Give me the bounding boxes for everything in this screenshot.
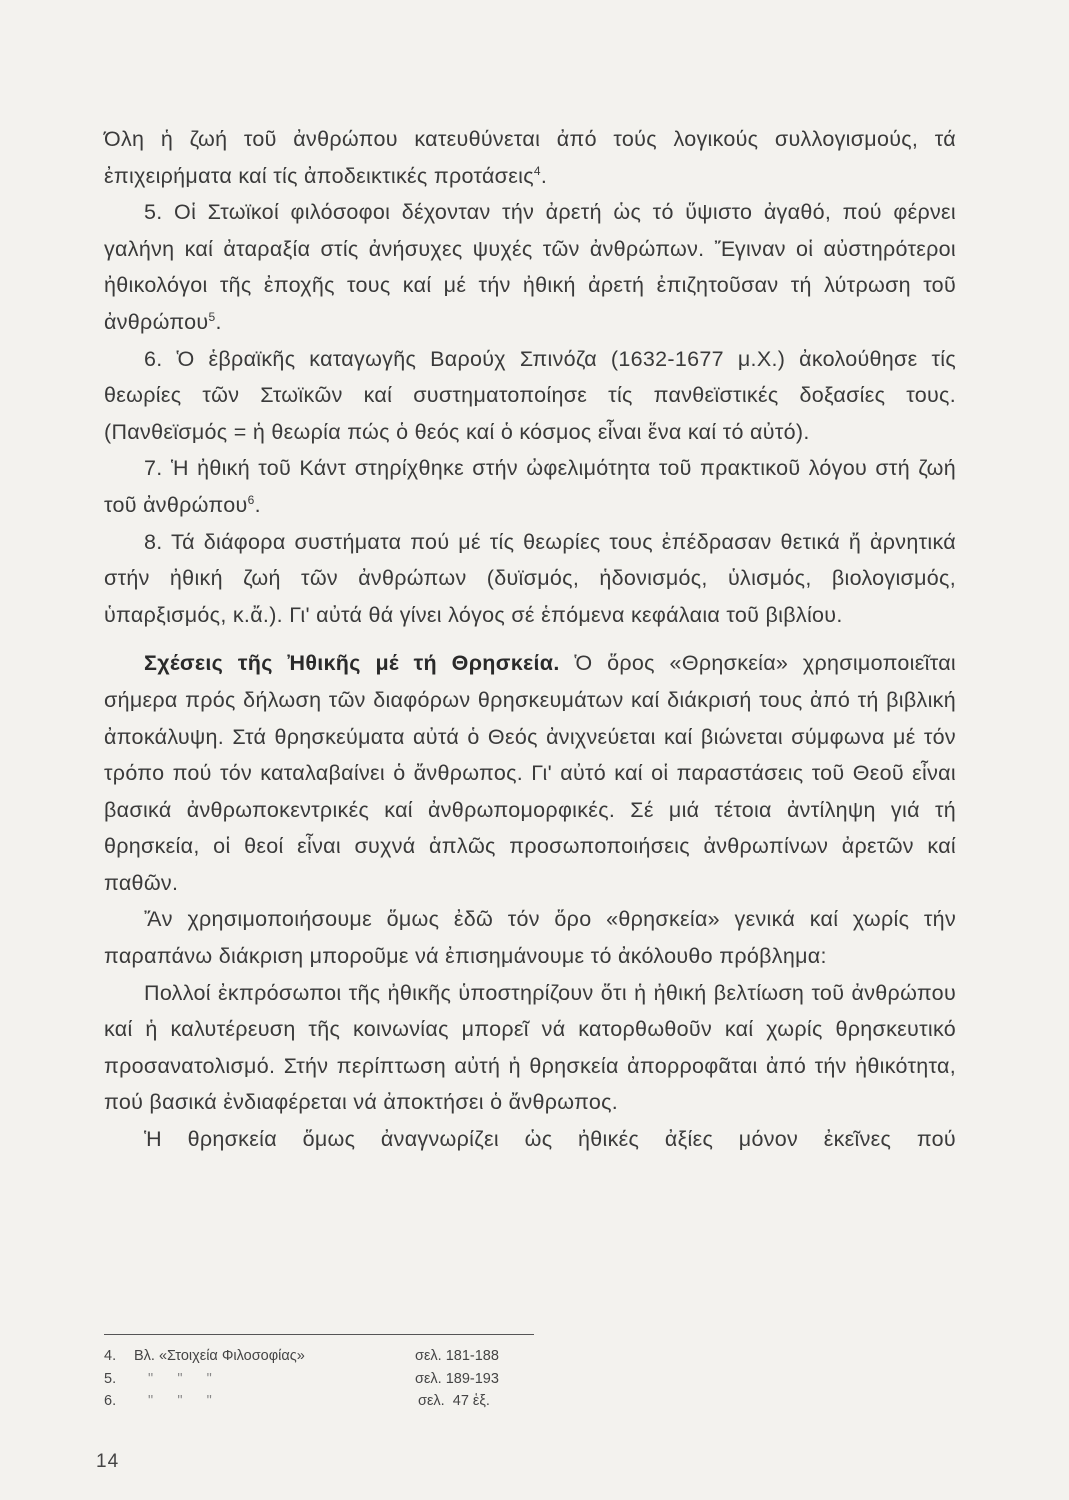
section-body: Ὁ ὅρος «Θρησκεία» χρησιμοποιεῖται σήμερα πρός δήλωση τῶν διαφόρων θρησκευμάτων καί διάκρισή τους ἀπό τή βιβλική ἀποκάλυψη. Στά θρησκεύματα αὐτά ὁ Θεός ἀνιχνεύεται καί βιώνεται σύμφωνα μέ τόν τρόπο πού τόν καταλαβαίνει ὁ ἄνθρωπος. Γι' αὐτό καί οἱ παραστάσεις τοῦ Θεοῦ εἶναι βασικά ἀνθρωποκεντρικές καί ἀνθρωπομορφικές. Σέ μιά τέτοια ἀντίληψη γιά τή θρησκεία, οἱ θεοί εἶναι συχνά ἁπλῶς προσωποποιήσεις ἀνθρωπίνων ἀρετῶν καί παθῶν. — [104, 651, 956, 895]
paragraph-text: 8. Τά διάφορα συστήματα πού μέ τίς θεωρίες τους ἐπέδρασαν θετικά ἤ ἀρνητικά στήν ἠθική ζωή τῶν ἀνθρώπων (δυϊσμός, ἡδονισμός, ὑλισμός, βιολογισμός, ὑπαρξισμός, κ.ἄ.). Γι' αὐτά θά γίνει λόγος σέ ἑπόμενα κεφάλαια τοῦ βιβλίου. — [104, 529, 956, 627]
footnote-pages: σελ. 181-188 — [415, 1348, 499, 1364]
footnote-6 — [104, 1390, 564, 1413]
footnotes — [104, 1345, 564, 1413]
paragraph-problem — [104, 901, 956, 974]
paragraph-text: 6. Ὁ ἑβραϊκῆς καταγωγῆς Βαρούχ Σπινόζα (1632-1677 μ.Χ.) ἀκολούθησε τίς θεωρίες τῶν Στωϊκῶν καί συστηματοποίησε τίς πανθεϊστικές δοξασίες τους. (Πανθεϊσμός = ἡ θεωρία πώς ὁ θεός καί ὁ κόσμος εἶναι ἕνα καί τό αὐτό). — [104, 346, 956, 444]
footnote-marker: 4 — [533, 163, 541, 178]
paragraph-text: Πολλοί ἐκπρόσωποι τῆς ἠθικῆς ὑποστηρίζουν ὅτι ἡ ἠθική βελτίωση τοῦ ἀνθρώπου καί ἡ καλυτέρευση τῆς κοινωνίας μπορεῖ νά κατορθωθοῦν καί χωρίς θρησκευτικό προσανατολισμό. Στήν περίπτωση αὐτή ἡ θρησκεία ἀπορροφᾶται ἀπό τήν ἠθικότητα, πού βασικά ἐνδιαφέρεται νά ἀποκτήσει ὁ ἄνθρωπος. — [104, 980, 956, 1115]
paragraph-item-8 — [104, 524, 956, 634]
paragraph-text: 5. Οἱ Στωϊκοί φιλόσοφοι δέχονταν τήν ἀρετή ὡς τό ὕψιστο ἀγαθό, πού φέρνει γαλήνη καί ἀταραξία στίς ἀνήσυχες ψυχές τῶν ἀνθρώπων. Ἔγιναν οἱ αὐστηρότεροι ἠθικολόγοι τῆς ἐποχῆς τους καί μέ τήν ἠθική ἀρετή ἐπιζητοῦσαν τή λύτρωση τοῦ ἀνθρώπου — [104, 200, 956, 334]
paragraph-intro — [104, 121, 956, 194]
page-number: 14 — [96, 1451, 120, 1472]
footnote-ditto: " " " — [148, 1370, 212, 1387]
paragraph-tail: . — [540, 163, 548, 188]
paragraph-item-7 — [104, 450, 956, 523]
footnote-number: 5. — [104, 1370, 117, 1387]
paragraph-item-6 — [104, 341, 956, 451]
footnote-marker: 6 — [247, 492, 255, 507]
paragraph-text: Όλη ἡ ζωή τοῦ ἀνθρώπου κατευθύνεται ἀπό τούς λογικούς συλλογισμούς, τά ἐπιχειρήματα καί τίς ἀποδεικτικές προτάσεις — [104, 127, 956, 188]
footnote-source: Βλ. «Στοιχεία Φιλοσοφίας» — [134, 1348, 305, 1364]
footnote-divider — [104, 1334, 534, 1335]
main-text — [104, 121, 956, 1158]
paragraph-text: Ἄν χρησιμοποιήσουμε ὅμως ἐδῶ τόν ὅρο «θρησκεία» γενικά καί χωρίς τήν παραπάνω διάκριση μποροῦμε νά ἐπισημάνουμε τό ἀκόλουθο πρόβλημα: — [104, 907, 956, 969]
paragraph-ethics — [104, 975, 956, 1121]
section-heading: Σχέσεις τῆς Ἠθικῆς μέ τή Θρησκεία. — [144, 651, 560, 676]
footnote-number: 4. — [104, 1348, 117, 1364]
paragraph-text: Ἡ θρησκεία ὅμως ἀναγνωρίζει ὡς ἠθικές ἀξίες μόνον ἐκεῖνες πού — [144, 1127, 956, 1152]
footnote-ditto: " " " — [148, 1393, 212, 1409]
paragraph-text: 7. Ἡ ἠθική τοῦ Κάντ στηρίχθηκε στήν ὠφελιμότητα τοῦ πρακτικοῦ λόγου στή ζωή τοῦ ἀνθρώπου — [104, 456, 956, 517]
footnote-number: 6. — [104, 1393, 117, 1409]
paragraph-item-5 — [104, 194, 956, 340]
paragraph-religion-values — [104, 1121, 956, 1158]
paragraph-tail: . — [215, 309, 222, 334]
footnote-4 — [104, 1345, 564, 1368]
footnote-pages: σελ. 47 ἑξ. — [418, 1393, 490, 1409]
footnote-pages: σελ. 189-193 — [415, 1370, 499, 1387]
footnote-5 — [104, 1368, 564, 1391]
section-religion — [104, 645, 956, 901]
footnote-marker: 5 — [208, 309, 216, 324]
paragraph-tail: . — [254, 492, 261, 517]
